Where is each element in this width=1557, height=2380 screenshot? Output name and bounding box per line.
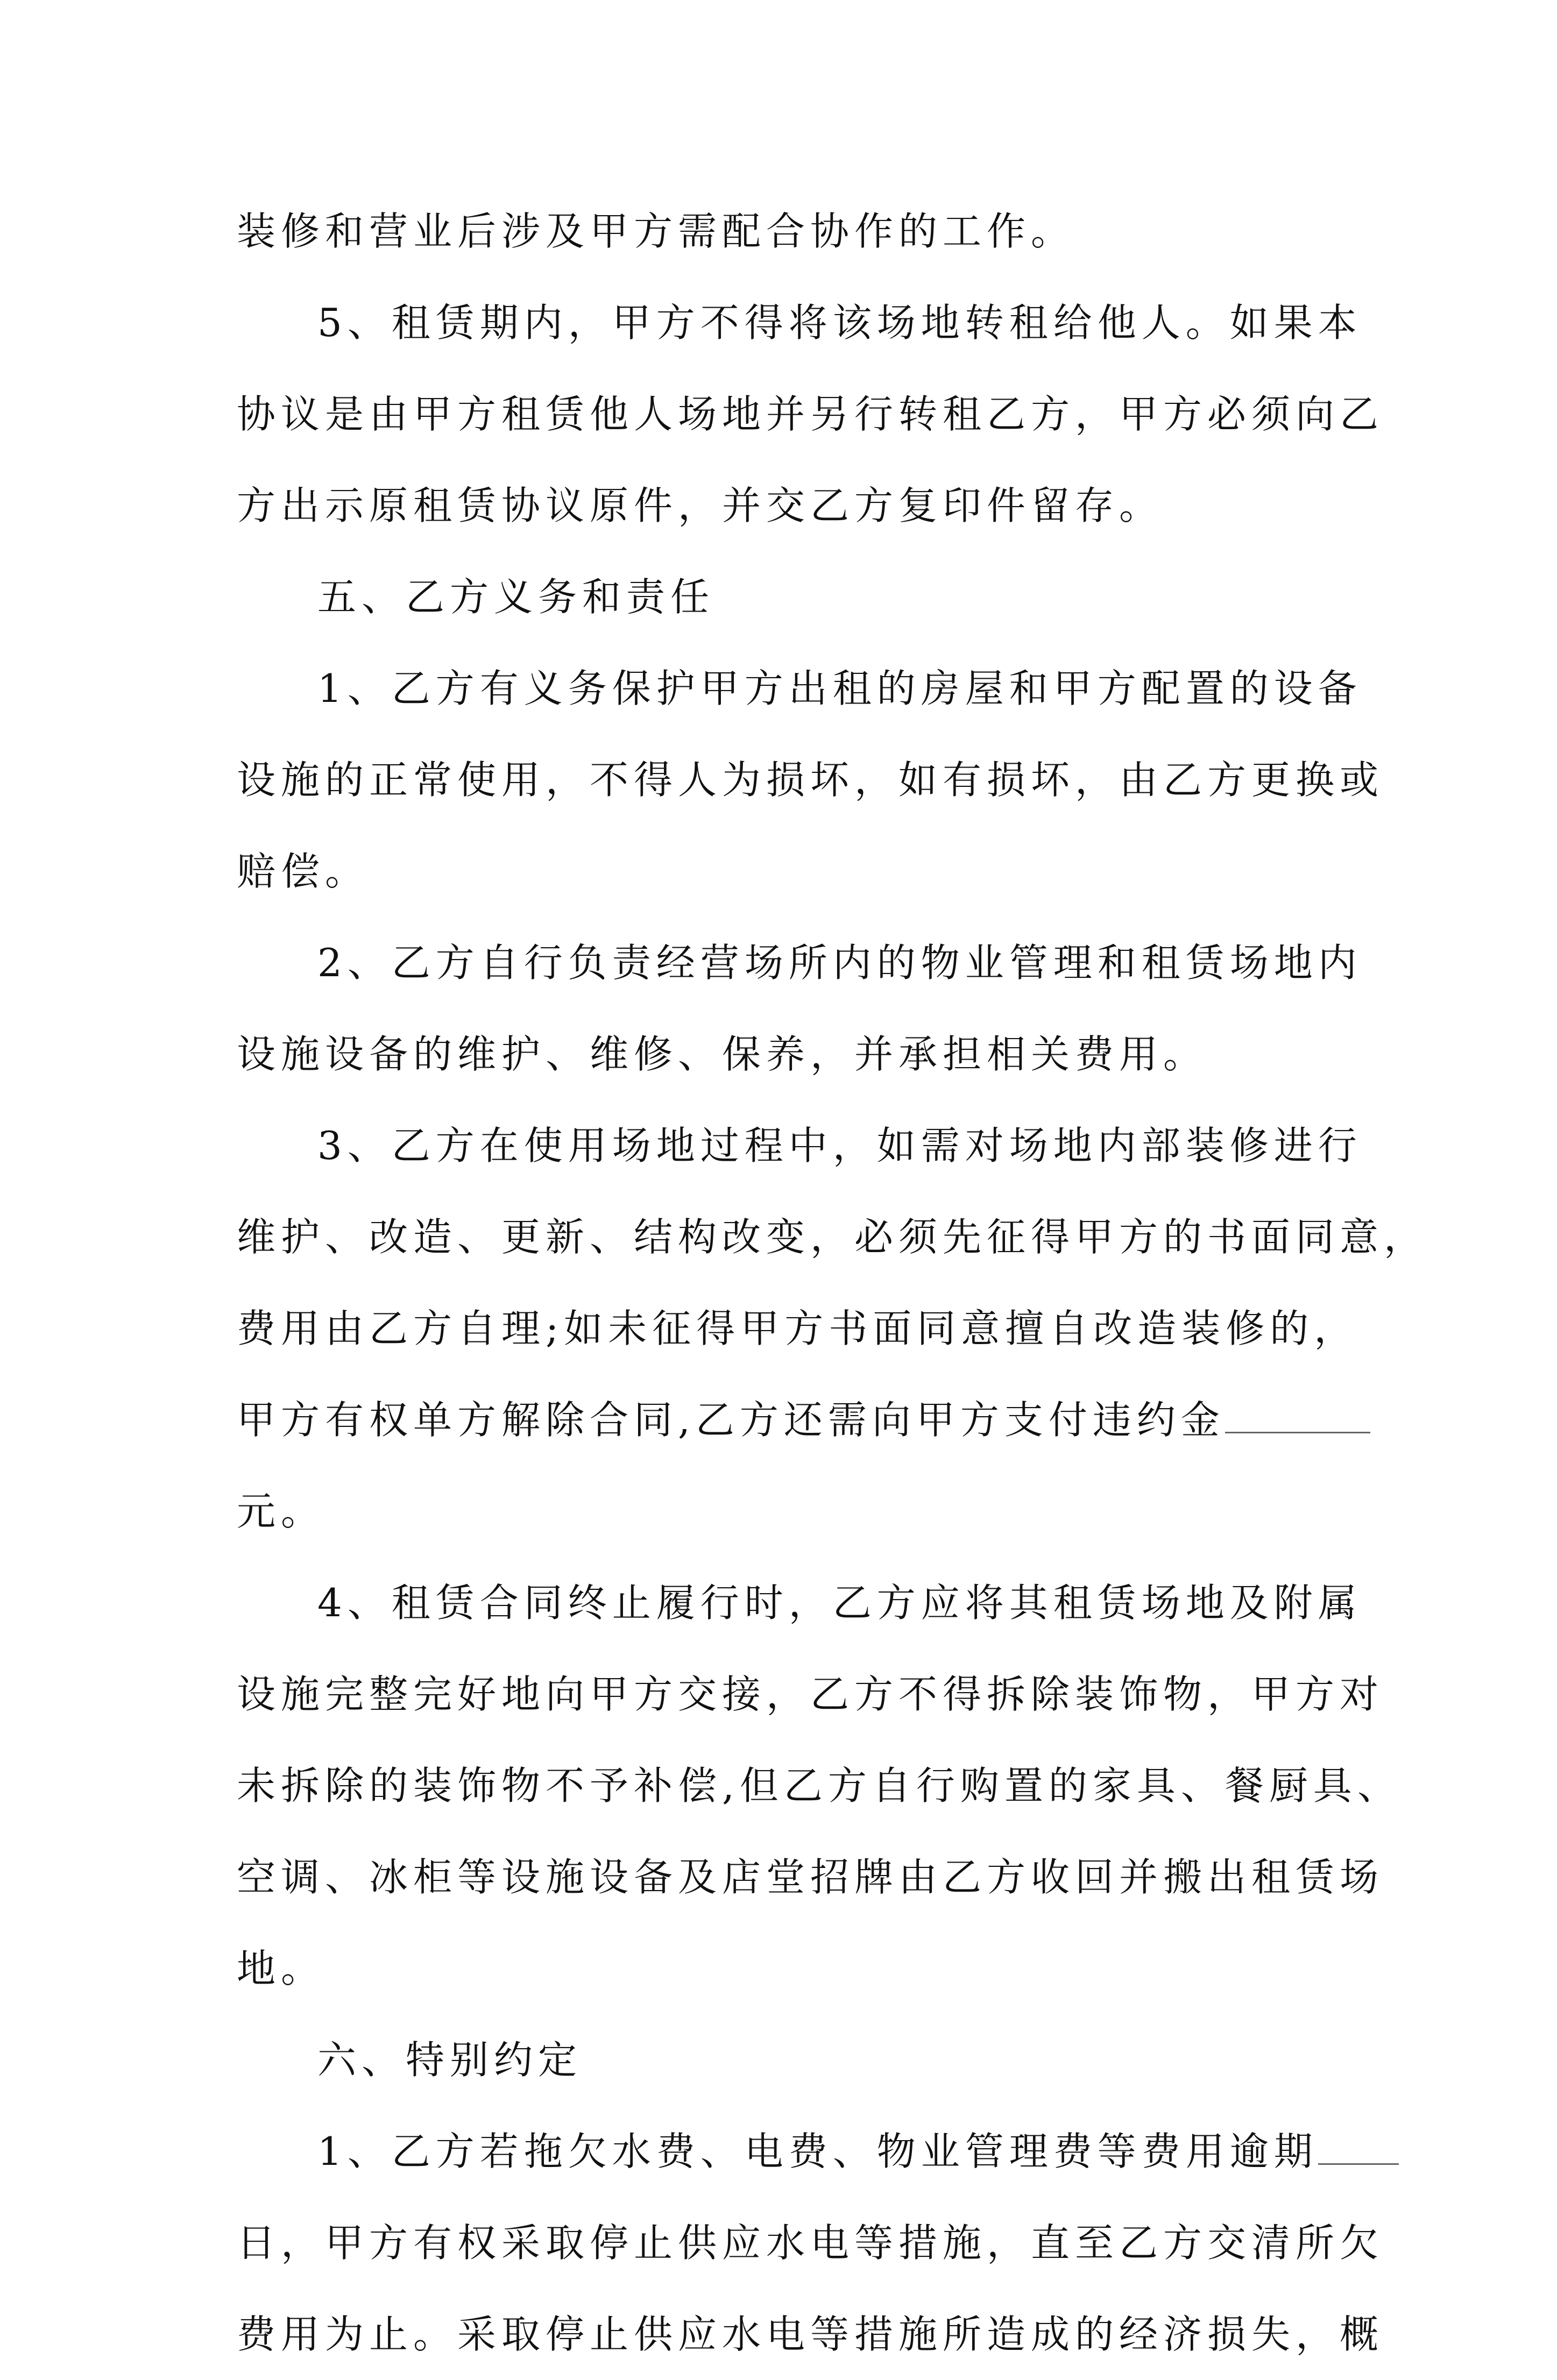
penalty-amount-blank xyxy=(1225,1399,1370,1433)
text-line-with-blank xyxy=(237,1374,1334,1466)
section-heading-6: 六、特别约定 xyxy=(317,2037,583,2083)
clause-4-5-line: 5、租赁期内，甲方不得将该场地转租给他人。如果本 xyxy=(317,300,1362,345)
section-heading-5: 五、乙方义务和责任 xyxy=(317,574,715,620)
text-line: 元。 xyxy=(237,1489,325,1534)
text-line: 费用为止。采取停止供应水电等措施所造成的经济损失，概 xyxy=(237,2312,1384,2357)
clause-5-4-line: 4、租赁合同终止履行时，乙方应将其租赁场地及附属 xyxy=(317,1580,1362,1625)
text-line: 未拆除的装饰物不予补偿,但乙方自行购置的家具、餐厨具、 xyxy=(237,1763,1402,1808)
clause-5-1-line: 1、乙方有义务保护甲方出租的房屋和甲方配置的设备 xyxy=(317,666,1362,711)
text-line: 设施的正常使用，不得人为损坏，如有损坏，由乙方更换或 xyxy=(237,757,1384,802)
text-line: 赔偿。 xyxy=(237,849,370,894)
text-segment: 1、乙方若拖欠水费、电费、物业管理费等费用逾期 xyxy=(317,2129,1318,2174)
text-segment: 甲方有权单方解除合同,乙方还需向甲方支付违约金 xyxy=(237,1397,1225,1443)
text-line: 设施设备的维护、维修、保养，并承担相关费用。 xyxy=(237,1032,1208,1077)
text-line: 设施完整完好地向甲方交接，乙方不得拆除装饰物，甲方对 xyxy=(237,1672,1384,1717)
clause-5-2-line: 2、乙方自行负责经营场所内的物业管理和租赁场地内 xyxy=(317,940,1362,985)
clause-6-1-line-with-blank xyxy=(237,2106,1334,2197)
text-line: 日，甲方有权采取停止供应水电等措施，直至乙方交清所欠 xyxy=(237,2220,1384,2265)
document-body xyxy=(237,186,1428,2380)
text-line: 地。 xyxy=(237,1946,325,1991)
text-line: 空调、冰柜等设施设备及店堂招牌由乙方收回并搬出租赁场 xyxy=(237,1855,1384,1900)
text-line: 装修和营业后涉及甲方需配合协作的工作。 xyxy=(237,209,1075,254)
overdue-days-blank xyxy=(1318,2131,1399,2165)
text-line: 费用由乙方自理;如未征得甲方书面同意擅自改造装修的， xyxy=(237,1306,1358,1351)
text-line: 协议是由甲方租赁他人场地并另行转租乙方，甲方必须向乙 xyxy=(237,392,1384,437)
clause-5-3-line: 3、乙方在使用场地过程中，如需对场地内部装修进行 xyxy=(317,1123,1362,1168)
text-line: 方出示原租赁协议原件，并交乙方复印件留存。 xyxy=(237,483,1164,528)
text-line: 维护、改造、更新、结构改变，必须先征得甲方的书面同意， xyxy=(237,1214,1428,1260)
